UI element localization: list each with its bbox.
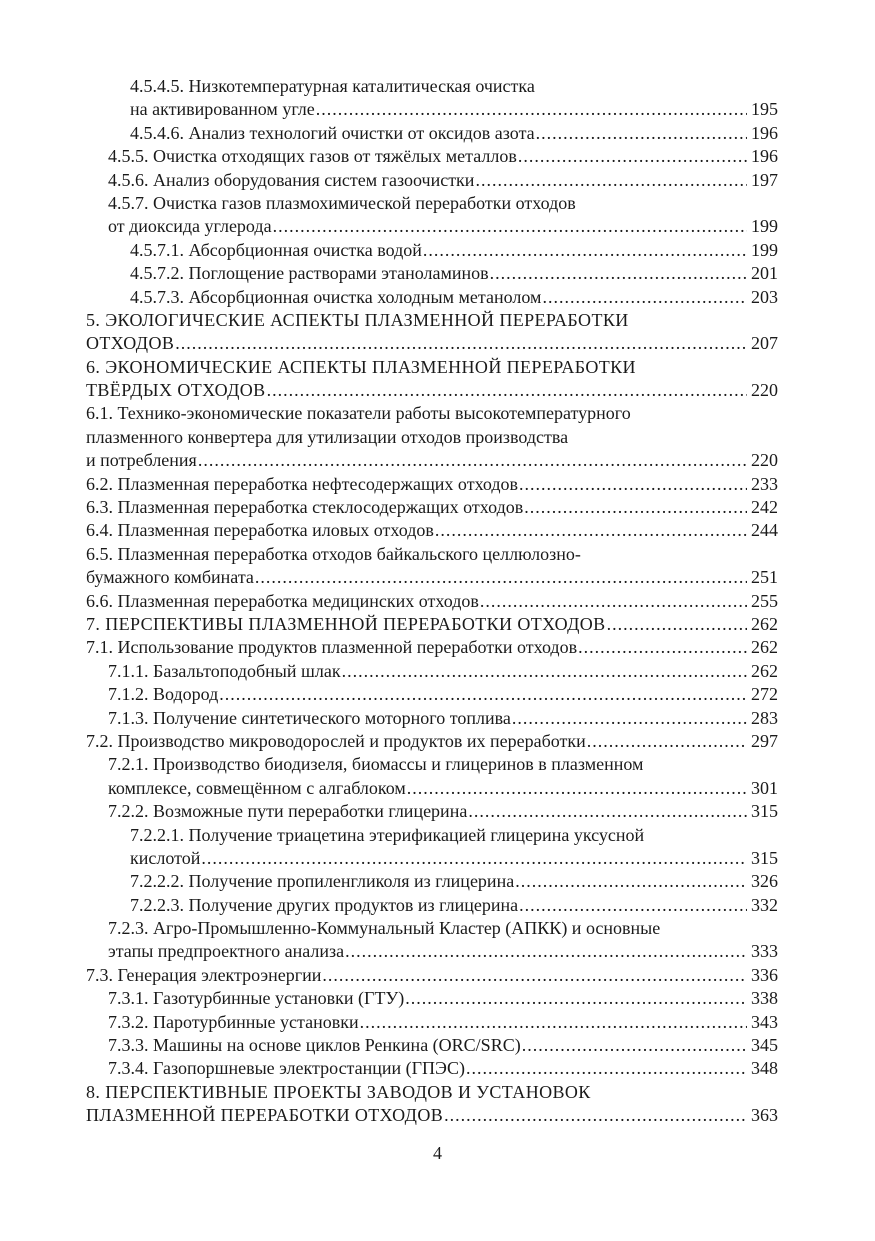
toc-entry-page: 195: [751, 99, 778, 120]
dot-leader: [407, 777, 747, 800]
toc-entry-page: 233: [751, 473, 778, 494]
toc-entry: [86, 894, 778, 917]
toc-entry-title: этапы предпроектного анализа: [108, 941, 345, 962]
dot-leader: [405, 987, 747, 1010]
toc-entry-title: 7.2.1. Производство биодизеля, биомассы и глицеринов в плазменном: [108, 754, 644, 775]
dot-leader: [267, 379, 747, 402]
toc-entry: [86, 145, 778, 168]
toc-entry-title: 6.5. Плазменная переработка отходов байкальского целлюлозно-: [86, 543, 581, 564]
toc-entry: [86, 1011, 778, 1034]
toc-entry-title: 7.2.2.2. Получение пропиленгликоля из глицерина: [130, 871, 515, 892]
toc-entry: [86, 847, 778, 870]
toc-entry: [86, 192, 778, 215]
toc-entry-title: 4.5.7.3. Абсорбционная очистка холодным метанолом: [130, 286, 542, 307]
dot-leader: [342, 660, 747, 683]
toc-entry-page: 196: [751, 146, 778, 167]
toc-entry: [86, 169, 778, 192]
dot-leader: [198, 449, 747, 472]
toc-entry-page: 345: [751, 1035, 778, 1056]
toc-entry: [86, 379, 778, 402]
dot-leader: [444, 1104, 747, 1127]
toc-entry: [86, 777, 778, 800]
toc-entry-page: 332: [751, 894, 778, 915]
dot-leader: [480, 590, 747, 613]
toc-entry-title: 5. ЭКОЛОГИЧЕСКИЕ АСПЕКТЫ ПЛАЗМЕННОЙ ПЕРЕРАБОТКИ: [86, 309, 629, 330]
toc-entry: [86, 566, 778, 589]
toc-entry-title: 7.2.2.3. Получение других продуктов из глицерина: [130, 894, 519, 915]
toc-entry-page: 343: [751, 1011, 778, 1032]
toc-entry-page: 244: [751, 520, 778, 541]
dot-leader: [587, 730, 747, 753]
dot-leader: [175, 332, 747, 355]
toc-entry-title: 4.5.4.5. Низкотемпературная каталитическая очистка: [130, 76, 535, 96]
toc-entry: [86, 309, 778, 332]
toc-entry-title: 7.2. Производство микроводорослей и продуктов их переработки: [86, 730, 586, 751]
toc-entry: [86, 1081, 778, 1104]
toc-entry-title: бумажного комбината: [86, 567, 254, 588]
toc-entry: [86, 660, 778, 683]
toc-entry-page: 220: [751, 450, 778, 471]
toc-entry-title: от диоксида углерода: [108, 216, 272, 237]
toc-entry: [86, 917, 778, 940]
dot-leader: [360, 1011, 747, 1034]
toc-entry: [86, 98, 778, 121]
dot-leader: [475, 169, 747, 192]
toc-entry: [86, 473, 778, 496]
toc-entry: [86, 496, 778, 519]
dot-leader: [524, 496, 747, 519]
toc-entry-page: 297: [751, 730, 778, 751]
toc-entry-page: 326: [751, 871, 778, 892]
toc-entry-page: 199: [751, 239, 778, 260]
toc-entry: [86, 402, 778, 425]
toc-entry: [86, 753, 778, 776]
toc-entry-page: 348: [751, 1058, 778, 1079]
toc-entry-page: 272: [751, 684, 778, 705]
toc-entry-title: 4.5.7.1. Абсорбционная очистка водой: [130, 239, 422, 260]
toc-entry: [86, 613, 778, 636]
toc-entry: [86, 636, 778, 659]
toc-entry: [86, 519, 778, 542]
toc-entry-page: 262: [751, 637, 778, 658]
page-number: 4: [433, 1143, 442, 1163]
toc-entry-page: 338: [751, 988, 778, 1009]
toc-entry: [86, 730, 778, 753]
dot-leader: [322, 964, 747, 987]
toc-entry-page: 203: [751, 286, 778, 307]
toc-entry-page: 315: [751, 847, 778, 868]
toc-entry-title: 7.2.2. Возможные пути переработки глицерина: [108, 801, 468, 822]
toc-entry-title: 7. ПЕРСПЕКТИВЫ ПЛАЗМЕННОЙ ПЕРЕРАБОТКИ ОТХОДОВ: [86, 613, 606, 634]
toc-entry: [86, 356, 778, 379]
toc-entry-title: 7.1.2. Водород: [108, 684, 219, 705]
toc-entry-title: 4.5.6. Анализ оборудования систем газоочистки: [108, 169, 475, 190]
toc-entry-page: 262: [751, 613, 778, 634]
toc-entry: [86, 75, 778, 98]
table-of-contents: [86, 75, 778, 1128]
toc-entry-title: 7.3.4. Газопоршневые электростанции (ГПЭС): [108, 1058, 465, 1079]
dot-leader: [542, 286, 747, 309]
toc-entry: [86, 987, 778, 1010]
toc-entry-title: 4.5.5. Очистка отходящих газов от тяжёлых металлов: [108, 146, 517, 167]
dot-leader: [518, 145, 747, 168]
toc-entry-page: 262: [751, 660, 778, 681]
dot-leader: [435, 519, 747, 542]
toc-entry-title: 7.2.2.1. Получение триацетина этерификацией глицерина уксусной: [130, 824, 645, 845]
toc-entry: [86, 1104, 778, 1127]
toc-entry-title: 7.3.2. Паротурбинные установки: [108, 1011, 359, 1032]
toc-entry-title: 6.3. Плазменная переработка стеклосодержащих отходов: [86, 497, 524, 518]
toc-entry-title: ОТХОДОВ: [86, 333, 175, 354]
toc-entry-page: 363: [751, 1105, 778, 1126]
toc-entry-title: 6.6. Плазменная переработка медицинских отходов: [86, 590, 479, 611]
toc-entry-page: 251: [751, 567, 778, 588]
toc-entry-title: ТВЁРДЫХ ОТХОДОВ: [86, 380, 266, 401]
toc-entry-title: на активированном угле: [130, 99, 315, 120]
toc-entry: [86, 449, 778, 472]
dot-leader: [519, 473, 747, 496]
toc-entry: [86, 332, 778, 355]
toc-entry-page: 199: [751, 216, 778, 237]
toc-entry-page: 201: [751, 263, 778, 284]
dot-leader: [522, 1034, 747, 1057]
toc-entry-title: 7.2.3. Агро-Промышленно-Коммунальный Кластер (АПКК) и основные: [108, 918, 661, 939]
dot-leader: [607, 613, 747, 636]
toc-entry-page: 315: [751, 801, 778, 822]
toc-entry-title: 6.2. Плазменная переработка нефтесодержащих отходов: [86, 473, 519, 494]
toc-entry: [86, 1057, 778, 1080]
dot-leader: [490, 262, 747, 285]
dot-leader: [255, 566, 747, 589]
toc-entry-title: 7.3.1. Газотурбинные установки (ГТУ): [108, 988, 405, 1009]
toc-entry: [86, 1034, 778, 1057]
toc-entry: [86, 824, 778, 847]
dot-leader: [201, 847, 747, 870]
toc-entry-title: ПЛАЗМЕННОЙ ПЕРЕРАБОТКИ ОТХОДОВ: [86, 1105, 444, 1126]
toc-entry-title: 4.5.7.2. Поглощение растворами этаноламинов: [130, 263, 489, 284]
dot-leader: [519, 894, 747, 917]
toc-entry-title: 4.5.4.6. Анализ технологий очистки от оксидов азота: [130, 122, 535, 143]
toc-entry: [86, 590, 778, 613]
toc-entry-title: 7.3.3. Машины на основе циклов Ренкина (ORC/SRC): [108, 1035, 521, 1056]
toc-entry: [86, 707, 778, 730]
toc-entry: [86, 239, 778, 262]
toc-entry-page: 336: [751, 964, 778, 985]
toc-entry-title: комплексе, совмещённом с алгаблоком: [108, 777, 406, 798]
toc-entry-title: 7.1. Использование продуктов плазменной переработки отходов: [86, 637, 578, 658]
toc-entry-title: 6. ЭКОНОМИЧЕСКИЕ АСПЕКТЫ ПЛАЗМЕННОЙ ПЕРЕРАБОТКИ: [86, 356, 636, 377]
toc-entry-page: 255: [751, 590, 778, 611]
toc-entry-title: 7.1.1. Базальтоподобный шлак: [108, 660, 341, 681]
toc-entry-page: 196: [751, 122, 778, 143]
toc-entry: [86, 800, 778, 823]
toc-entry-page: 283: [751, 707, 778, 728]
dot-leader: [515, 870, 747, 893]
dot-leader: [273, 215, 747, 238]
toc-entry-title: 7.1.3. Получение синтетического моторного топлива: [108, 707, 511, 728]
toc-entry-page: 301: [751, 777, 778, 798]
toc-entry-page: 242: [751, 497, 778, 518]
dot-leader: [466, 1057, 747, 1080]
dot-leader: [536, 122, 747, 145]
toc-entry: [86, 683, 778, 706]
toc-entry: [86, 870, 778, 893]
toc-entry-title: 6.1. Технико-экономические показатели работы высокотемпературного: [86, 403, 631, 424]
toc-entry-title: 8. ПЕРСПЕКТИВНЫЕ ПРОЕКТЫ ЗАВОДОВ И УСТАНОВОК: [86, 1081, 591, 1102]
toc-entry-page: 333: [751, 941, 778, 962]
toc-entry-title: 4.5.7. Очистка газов плазмохимической переработки отходов: [108, 192, 576, 213]
dot-leader: [468, 800, 747, 823]
toc-entry-title: 7.3. Генерация электроэнергии: [86, 964, 322, 985]
dot-leader: [578, 636, 747, 659]
toc-entry-page: 197: [751, 169, 778, 190]
dot-leader: [423, 239, 747, 262]
toc-entry: [86, 215, 778, 238]
dot-leader: [345, 940, 747, 963]
toc-entry: [86, 122, 778, 145]
toc-entry-page: 207: [751, 333, 778, 354]
toc-entry-title: кислотой: [130, 847, 201, 868]
toc-entry: [86, 426, 778, 449]
toc-entry-title: и потребления: [86, 450, 197, 471]
dot-leader: [316, 98, 747, 121]
toc-entry: [86, 543, 778, 566]
toc-entry-title: 6.4. Плазменная переработка иловых отходов: [86, 520, 434, 541]
dot-leader: [512, 707, 747, 730]
toc-entry-page: 220: [751, 380, 778, 401]
toc-entry: [86, 262, 778, 285]
toc-entry: [86, 940, 778, 963]
toc-entry: [86, 964, 778, 987]
dot-leader: [219, 683, 747, 706]
toc-entry: [86, 286, 778, 309]
toc-entry-title: плазменного конвертера для утилизации отходов производства: [86, 426, 569, 447]
